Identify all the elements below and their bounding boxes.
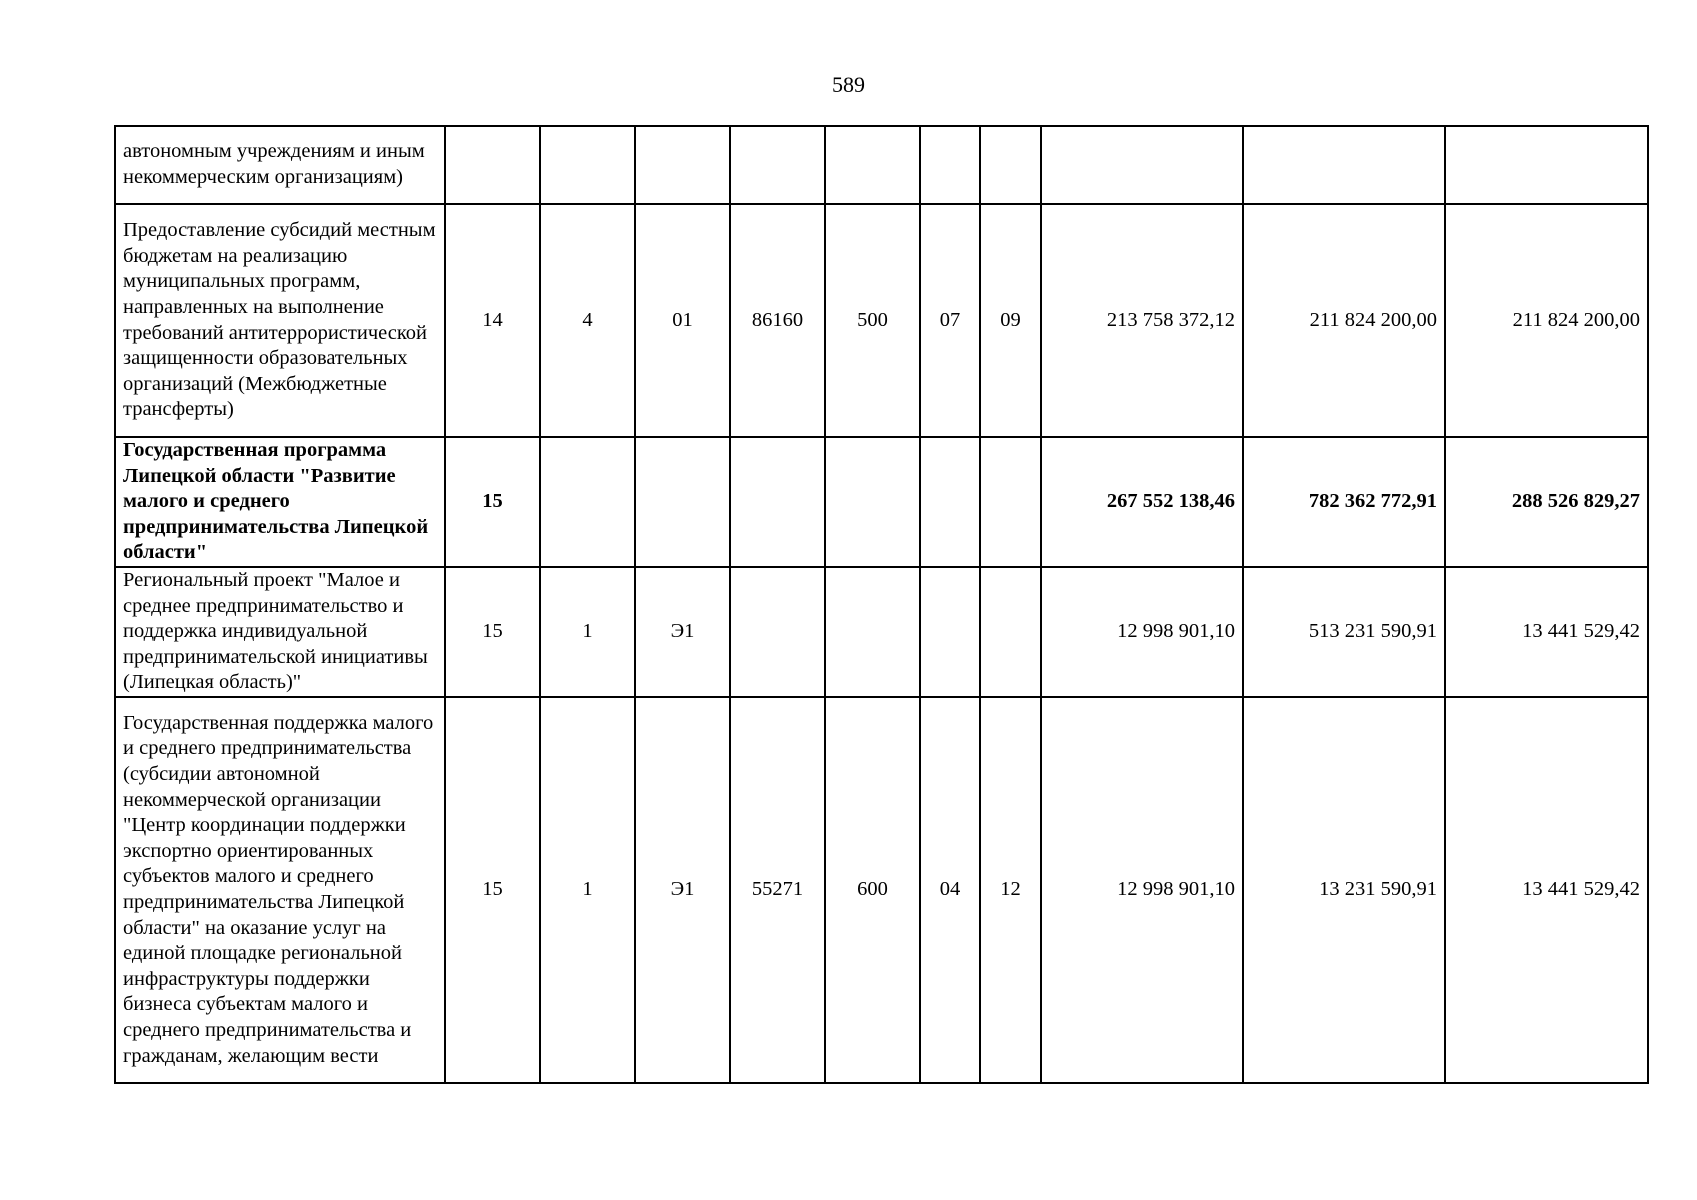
row-description: Предоставление субсидий местным бюджетам на реализацию муниципальных программ, направленных на выполнение требований антитеррористической защищенности образовательных организаций (Межбюджетные трансферты) — [115, 204, 445, 437]
row-description: Региональный проект "Малое и среднее предпринимательство и поддержка индивидуальной предпринимательской инициативы (Липецкая область)" — [115, 567, 445, 697]
expense-type-code — [825, 437, 920, 567]
table-row — [115, 126, 1648, 204]
amount-year-1: 213 758 372,12 — [1041, 204, 1243, 437]
row-description: Государственная программа Липецкой области "Развитие малого и среднего предпринимательства Липецкой области" — [115, 437, 445, 567]
subsection-code: 12 — [980, 697, 1041, 1083]
section-code — [920, 126, 980, 204]
amount-year-2: 13 231 590,91 — [1243, 697, 1445, 1083]
subprogram-code: 1 — [540, 697, 635, 1083]
program-code: 14 — [445, 204, 540, 437]
subprogram-code — [540, 437, 635, 567]
main-event-code: Э1 — [635, 567, 730, 697]
expense-type-code: 600 — [825, 697, 920, 1083]
amount-year-3 — [1445, 126, 1648, 204]
direction-code — [730, 567, 825, 697]
table-row — [115, 204, 1648, 437]
program-code: 15 — [445, 437, 540, 567]
main-event-code: 01 — [635, 204, 730, 437]
amount-year-1: 12 998 901,10 — [1041, 697, 1243, 1083]
program-code: 15 — [445, 567, 540, 697]
amount-year-1: 12 998 901,10 — [1041, 567, 1243, 697]
expense-type-code — [825, 126, 920, 204]
direction-code — [730, 126, 825, 204]
program-code: 15 — [445, 697, 540, 1083]
amount-year-2: 782 362 772,91 — [1243, 437, 1445, 567]
row-description: автономным учреждениям и иным некоммерческим организациям) — [115, 126, 445, 204]
subprogram-code — [540, 126, 635, 204]
amount-year-2: 513 231 590,91 — [1243, 567, 1445, 697]
table-row — [115, 437, 1648, 567]
amount-year-3: 13 441 529,42 — [1445, 697, 1648, 1083]
amount-year-3: 211 824 200,00 — [1445, 204, 1648, 437]
table-row — [115, 697, 1648, 1083]
subsection-code — [980, 567, 1041, 697]
section-code — [920, 437, 980, 567]
page-number: 589 — [832, 72, 865, 97]
expense-type-code — [825, 567, 920, 697]
section-code: 04 — [920, 697, 980, 1083]
amount-year-1: 267 552 138,46 — [1041, 437, 1243, 567]
amount-year-3: 288 526 829,27 — [1445, 437, 1648, 567]
subsection-code — [980, 126, 1041, 204]
amount-year-2: 211 824 200,00 — [1243, 204, 1445, 437]
expense-type-code: 500 — [825, 204, 920, 437]
amount-year-2 — [1243, 126, 1445, 204]
direction-code: 86160 — [730, 204, 825, 437]
subsection-code: 09 — [980, 204, 1041, 437]
main-event-code: Э1 — [635, 697, 730, 1083]
amount-year-1 — [1041, 126, 1243, 204]
main-event-code — [635, 126, 730, 204]
budget-table — [114, 125, 1649, 1084]
direction-code — [730, 437, 825, 567]
program-code — [445, 126, 540, 204]
section-code: 07 — [920, 204, 980, 437]
subprogram-code: 1 — [540, 567, 635, 697]
table-row — [115, 567, 1648, 697]
subsection-code — [980, 437, 1041, 567]
subprogram-code: 4 — [540, 204, 635, 437]
amount-year-3: 13 441 529,42 — [1445, 567, 1648, 697]
main-event-code — [635, 437, 730, 567]
row-description: Государственная поддержка малого и среднего предпринимательства (субсидии автономной некоммерческой организации "Центр координации поддержки экспортно ориентированных субъектов малого и среднего предпринимательства Липецкой области" на оказание услуг на единой площадке региональной инфраструктуры поддержки бизнеса субъектам малого и среднего предпринимательства и гражданам, желающим вести — [115, 697, 445, 1083]
section-code — [920, 567, 980, 697]
direction-code: 55271 — [730, 697, 825, 1083]
